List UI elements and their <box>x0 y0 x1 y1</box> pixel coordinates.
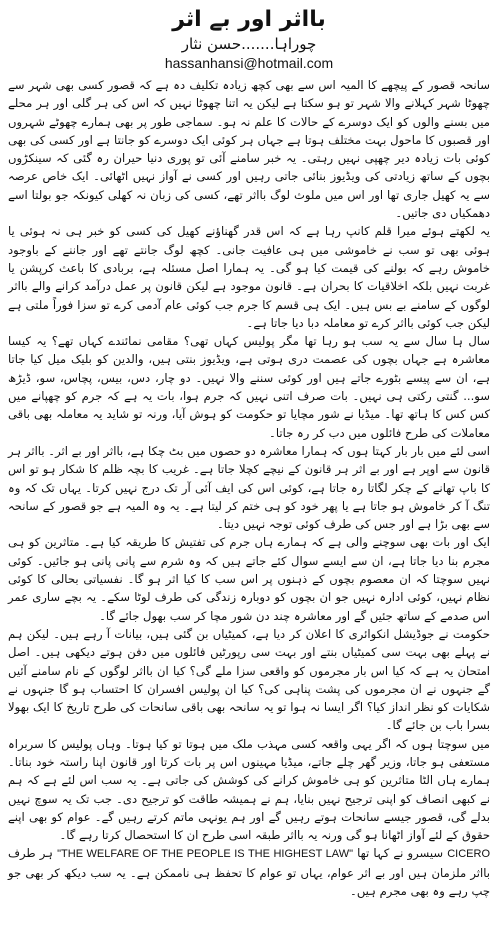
paragraph: اسی لئے میں بار بار کہتا ہوں کہ ہمارا معاشرہ دو حصوں میں بٹ چکا ہے، بااثر اور بے اثر۔ بااثر ہر قانون سے اوپر ہے اور بے اثر ہر قانون کے نیچے کچلا جاتا ہے۔ غریب کا بچہ ظلم کا شکار ہو تو اس کا باپ تھانے کے چکر لگاتا رہ جاتا ہے، کوئی اس کی ایف آئی آر تک درج نہیں کرتا۔ یہاں تک کہ وہ تنگ آ کر خاموش ہو جاتا ہے یا پھر خود کو ہی ختم کر لیتا ہے۔ یہ وہ المیہ ہے جو قصور کے سانحہ سے بھی بڑا ہے اور جس کی طرف کوئی توجہ نہیں دیتا۔ <box>8 443 490 532</box>
column-header <box>8 6 490 72</box>
column-body <box>8 76 490 900</box>
closing-paragraph <box>8 844 490 900</box>
paragraph: ایک اور بات بھی سوچنے والی ہے کہ ہمارے ہاں جرم کی تفتیش کا طریقہ کیا ہے۔ متاثرین کو ہی مجرم بنا دیا جاتا ہے، ان سے ایسے سوال کئے جاتے ہیں کہ وہ شرم سے پانی پانی ہو جائیں۔ کوئی نہیں سوچتا کہ ان معصوم بچوں کے ذہنوں پر اس سب کا کیا اثر ہو گا۔ نفسیاتی بحالی کا کوئی نظام نہیں، کوئی ادارہ نہیں جو ان بچوں کو دوبارہ زندگی کی طرف لوٹا سکے۔ یہ بچے ساری عمر اس صدمے کے ساتھ جئیں گے اور معاشرہ چند دن شور مچا کر سب بھول جائے گا۔ <box>8 535 490 623</box>
paragraph: یہ لکھتے ہوئے میرا قلم کانپ رہا ہے کہ اس قدر گھناؤنے کھیل کی کسی کو خبر ہی نہ ہوئی یا ہوئی بھی تو سب نے خاموشی میں ہی عافیت جانی۔ کچھ لوگ جانتے تھے اور جاننے کے باوجود خاموش رہے کہ بولنے کی قیمت کیا ہو گی۔ یہ ہمارا اصل مسئلہ ہے، بربادی کا باعث کرپشن یا غربت نہیں بلکہ اخلاقیات کا بحران ہے۔ قانون موجود ہے لیکن قانون پر عمل درآمد کرانے والے بااثر لوگوں کے سامنے بے بس ہیں۔ ایک ہی قسم کا جرم جب کوئی عام آدمی کرے تو سزا فوراً ملتی ہے لیکن جب کوئی بااثر کرے تو معاملہ دبا دیا جاتا ہے۔ <box>8 224 490 330</box>
column-byline: چوراہا.......حسن نثار <box>181 35 317 53</box>
column-title: بااثر اور بے اثر <box>172 7 326 32</box>
paragraph: میں سوچتا ہوں کہ اگر یہی واقعہ کسی مہذب ملک میں ہوتا تو کیا ہوتا۔ وہاں پولیس کا سربراہ مستعفی ہو جاتا، وزیر گھر چلے جاتے، میڈیا مہینوں اس پر بات کرتا اور قانون اپنا راستہ خود بناتا۔ ہمارے ہاں الٹا متاثرین کو ہی خاموش کرانے کی کوشش کی جاتی ہے۔ یہ سب اس لئے ہے کہ ہم نے کبھی انصاف کو اپنی ترجیح نہیں بنایا، ہم نے ہمیشہ طاقت کو ترجیح دی۔ جب تک یہ سوچ نہیں بدلے گی، قصور جیسے سانحات ہوتے رہیں گے اور ہم یونہی ماتم کرتے رہیں گے۔ عوام کو بھی اپنے حقوق کے لئے آواز اٹھانا ہو گی ورنہ یہ بااثر طبقہ اسی طرح ان کا استحصال کرتا رہے گا۔ <box>8 736 490 843</box>
paragraph: حکومت نے جوڈیشل انکوائری کا اعلان کر دیا ہے، کمیٹیاں بن گئی ہیں، بیانات آ رہے ہیں۔ لیکن ہم نے پہلے بھی بہت سی کمیٹیاں بنتے اور بہت سی رپورٹیں فائلوں میں دفن ہوتے دیکھی ہیں۔ اصل امتحان یہ ہے کہ کیا اس بار مجرموں کو واقعی سزا ملے گی؟ کیا ان بااثر لوگوں کے نام سامنے آئیں گے جنہوں نے ان مجرموں کی پشت پناہی کی؟ کیا ان پولیس افسران کا احتساب ہو گا جنہوں نے شکایات کو نظر انداز کیا؟ اگر ایسا نہ ہوا تو یہ سانحہ بھی باقی سانحات کی طرح تاریخ کا ایک بھولا بسرا باب بن جائے گا۔ <box>8 626 490 733</box>
paragraph: سانحہ قصور کے پیچھے کا المیہ اس سے بھی کچھ زیادہ تکلیف دہ ہے کہ قصور کسی بھی شہر سے چھوٹا شہر کہلانے والا شہر تو ہو سکتا ہے لیکن یہ اتنا چھوٹا نہیں کہ اس کی ہر گلی اور ہر محلے میں بسنے والوں کو ایک دوسرے کے حالات کا علم نہ ہو۔ سماجی طور پر بھی ہمارے چھوٹے شہروں اور قصبوں کا ماحول بہت مختلف ہوتا ہے جہاں ہر کوئی ایک دوسرے کو جانتا ہے اور کسی کی بھی کوئی بات زیادہ دیر چھپی نہیں رہتی۔ یہ خبر سامنے آئی تو پوری دنیا حیران رہ گئی کہ سینکڑوں بچوں کے ساتھ زیادتی کی ویڈیوز بنائی جاتی رہیں اور کسی نے آواز نہیں اٹھائی۔ ایک خاص عرصہ سے یہ کھیل جاری تھا اور اس میں ملوث لوگ بااثر تھے، کسی کی زبان نہ کھلی کیونکہ جو بولتا اسے دھمکیاں دی جاتیں۔ <box>8 78 490 221</box>
closing-text: ہر طرف بااثر ملزمان ہیں اور بے اثر عوام، یہاں تو عوام کا تحفظ ہی ناممکن ہے۔ یہ سب دیکھ کر بھی جو چپ رہے وہ بھی مجرم ہیں۔ <box>8 846 490 899</box>
quote-intro: سیسرو نے کہا تھا <box>357 846 444 861</box>
author-email: hassanhansi@hotmail.com <box>164 55 334 71</box>
closing-quote: "THE WELFARE OF THE PEOPLE IS THE HIGHEST LAW" <box>57 848 353 861</box>
quote-author: CICERO <box>447 848 490 861</box>
paragraph: سال ہا سال سے یہ سب ہو رہا تھا مگر پولیس کہاں تھی؟ مقامی نمائندے کہاں تھے؟ یہ کیسا معاشرہ ہے جہاں بچوں کی عصمت دری ہوتی ہے، ویڈیوز بنتی ہیں، والدین کو بلیک میل کیا جاتا ہے، ان سے پیسے بٹورے جاتے ہیں اور کوئی سننے والا نہیں۔ دو چار، دس، بیس، پچاس، سو، ڈیڑھ سو... گنتی رکتی ہی نہیں۔ بات صرف اتنی نہیں کہ جرم ہوا، بات یہ ہے کہ جرم کو چھپانے میں کس کس کا ہاتھ تھا۔ میڈیا نے شور مچایا تو حکومت کو ہوش آیا، ورنہ تو شاید یہ معاملہ بھی باقی معاملات کی طرح فائلوں میں دب کر رہ جاتا۔ <box>8 334 490 440</box>
